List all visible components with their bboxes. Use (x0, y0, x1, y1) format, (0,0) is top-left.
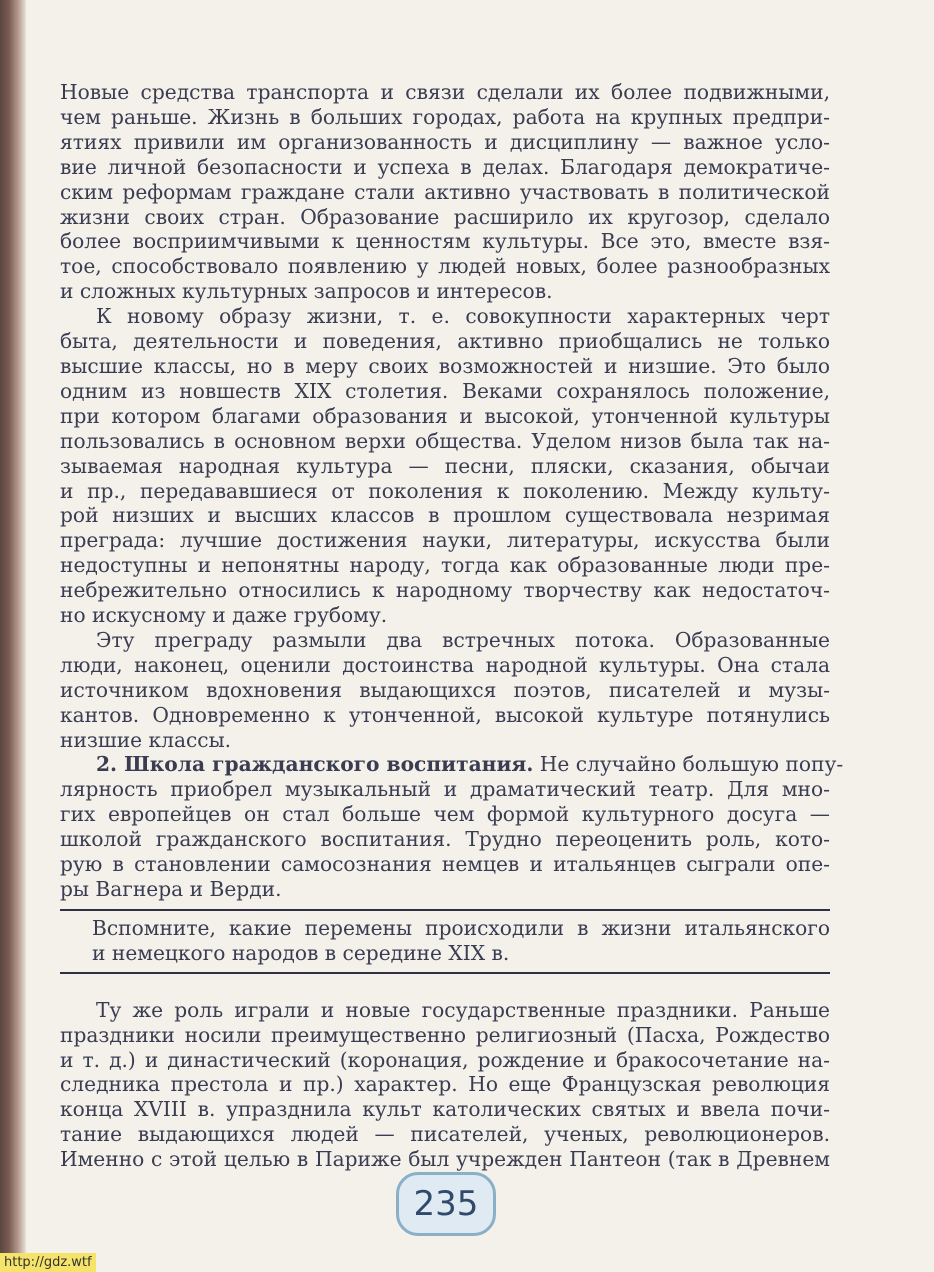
text-line: и сложных культурных запросов и интересов. (60, 279, 553, 304)
text-line: лярность приобрел музыкальный и драматический театр. Для мно- (60, 777, 830, 802)
text-line: преграда: лучшие достижения науки, литературы, искусства были (60, 528, 830, 553)
watermark-label: http://gdz.wtf (0, 1253, 96, 1272)
text-line: рой низших и высших классов в прошлом существовала незримая (60, 503, 830, 528)
paragraph-1 (60, 80, 830, 304)
text-line: Эту преграду размыли два встречных потока. Образованные (96, 627, 830, 652)
text-line: ским реформам граждане стали активно участвовать в политической (60, 179, 830, 204)
text-line: быта, деятельности и поведения, активно приобщались не только (60, 329, 830, 354)
text-line: более восприимчивыми к ценностям культуры. Все это, вместе взя- (60, 229, 830, 254)
text-line: гих европейцев он стал больше чем формой культурного досуга — (60, 802, 830, 827)
text-line: жизни своих стран. Образование расширило их кругозор, сделало (60, 204, 830, 229)
text-line: праздники носили преимущественно религиозный (Пасха, Рождество (60, 1022, 830, 1047)
text-line: низшие классы. (60, 727, 232, 752)
text-line: источником вдохновения выдающихся поэтов, писателей и музы- (60, 677, 830, 702)
question-line: Вспомните, какие перемены происходили в жизни итальянского (92, 915, 830, 940)
paragraph-5 (60, 998, 830, 1172)
text-line: люди, наконец, оценили достоинства народной культуры. Она стала (60, 652, 830, 677)
text-line: и т. д.) и династический (коронация, рождение и бракосочетание на- (60, 1047, 830, 1072)
text-line: тое, способствовало появлению у людей новых, более разнообразных (60, 254, 830, 279)
question-box (60, 909, 830, 974)
text-line: вие личной безопасности и успеха в делах. Благодаря демократиче- (60, 154, 830, 179)
text-line: Именно с этой целью в Париже был учрежден Пантеон (так в Древнем (60, 1147, 830, 1172)
text-line: зываемая народная культура — песни, пляски, сказания, обычаи (60, 453, 830, 478)
text-line: кантов. Одновременно к утонченной, высокой культуре потянулись (60, 702, 830, 727)
section-heading-continuation: Не случайно большую попу- (533, 752, 844, 777)
text-line (60, 752, 844, 777)
text-line: ры Вагнера и Верди. (60, 877, 282, 901)
page-body (60, 80, 844, 1172)
text-line: чем раньше. Жизнь в больших городах, работа на крупных предпри- (60, 104, 830, 129)
section-heading: 2. Школа гражданского воспитания. (96, 752, 534, 777)
text-line: Ту же роль играли и новые государственные праздники. Раньше (96, 997, 830, 1022)
text-line: недоступны и непонятны народу, тогда как образованные люди пре- (60, 553, 830, 578)
paragraph-3 (60, 628, 830, 753)
text-line: конца XVIII в. упразднила культ католических святых и ввела почи- (60, 1097, 830, 1122)
text-line: и пр., передававшиеся от поколения к поколению. Между культу- (60, 478, 830, 503)
text-line: ятиях привили им организованность и дисциплину — важное усло- (60, 129, 830, 154)
text-line: но искусному и даже грубому. (60, 603, 388, 628)
book-spine-shadow (0, 0, 26, 1272)
text-line: Новые средства транспорта и связи сделали их более подвижными, (60, 80, 830, 104)
text-line: небрежительно относились к народному творчеству как недостаточ- (60, 578, 830, 603)
question-line: и немецкого народов в середине XIX в. (92, 940, 510, 965)
text-line: тание выдающихся людей — писателей, ученых, революционеров. (60, 1122, 830, 1147)
text-line: следника престола и пр.) характер. Но еще Французская революция (60, 1072, 830, 1097)
page-number: 235 (396, 1172, 496, 1236)
text-line: рую в становлении самосознания немцев и итальянцев сыграли опе- (60, 852, 830, 877)
text-line: К новому образу жизни, т. е. совокупности характерных черт (96, 304, 830, 329)
paragraph-2 (60, 304, 830, 628)
text-line: при котором благами образования и высокой, утонченной культуры (60, 403, 830, 428)
text-line: высшие классы, но в меру своих возможностей и низшие. Это было (60, 353, 830, 378)
paragraph-4 (60, 752, 844, 901)
text-line: пользовались в основном верхи общества. Уделом низов была так на- (60, 428, 830, 453)
text-line: школой гражданского воспитания. Трудно переоценить роль, кото- (60, 827, 830, 852)
text-line: одним из новшеств XIX столетия. Веками сохранялось положение, (60, 378, 830, 403)
